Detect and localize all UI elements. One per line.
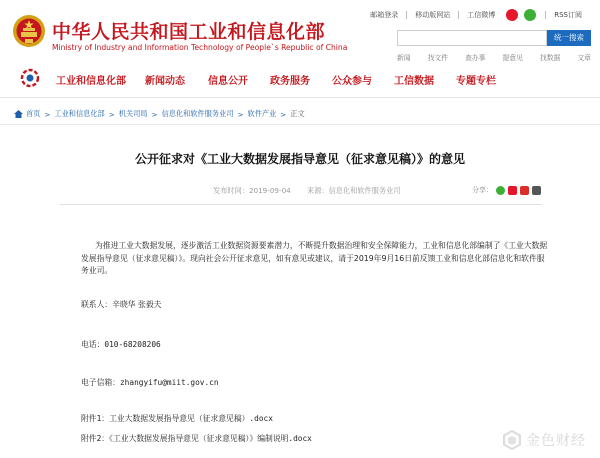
breadcrumb-current: 正文: [290, 109, 305, 118]
site-title: 中华人民共和国工业和信息化部: [52, 21, 326, 43]
publish-date: 发布时间：2019-09-04: [213, 186, 291, 195]
article-title: 公开征求对《工业大数据发展指导意见（征求意见稿）》的意见: [134, 152, 465, 166]
search-input[interactable]: [397, 30, 547, 46]
breadcrumb-bureaus[interactable]: 机关司局: [118, 109, 148, 118]
share-bar: [472, 185, 541, 195]
mail-login-link[interactable]: 邮箱登录: [370, 11, 399, 19]
site-header: [0, 0, 600, 62]
national-emblem-icon: [12, 14, 46, 48]
mobile-site-link[interactable]: 移动版网站: [415, 11, 451, 19]
article-meta: [213, 186, 400, 196]
nav-item-info-public[interactable]: 信息公开: [208, 76, 248, 87]
contact-person: 联系人：辛晓华 张毅夫: [81, 300, 162, 309]
divider: [60, 204, 542, 205]
nav-item-data[interactable]: 工信数据: [394, 76, 434, 87]
weibo-icon[interactable]: [506, 9, 518, 21]
home-icon: [14, 110, 23, 118]
watermark: [502, 430, 586, 450]
wechat-icon[interactable]: [524, 9, 536, 21]
rss-link[interactable]: RSS订阅: [554, 11, 582, 19]
article-body: [81, 240, 551, 278]
nav-item-news[interactable]: 新闻动态: [145, 76, 185, 87]
share-weibo-icon[interactable]: [508, 186, 517, 195]
attachment-1-link[interactable]: 附件1：工业大数据发展指导意见（征求意见稿）.docx: [81, 414, 273, 423]
quick-link-news[interactable]: 新闻: [397, 54, 411, 62]
article-paragraph: 为推进工业大数据发展，逐步激活工业数据资源要素潜力，不断提升数据治理和安全保障能力，工业和信息化部编制了《工业大数据发展指导意见（征求意见稿）》。现向社会公开征求意见，如有意见或建议，请于2019年9月16日前反馈工业和信息化部信息化和软件服务业司。: [81, 241, 548, 275]
site-subtitle: Ministry of Industry and Information Technology of People`s Republic of China: [52, 43, 348, 52]
watermark-logo-icon: [502, 430, 522, 450]
quick-links: [397, 52, 591, 62]
quick-link-services[interactable]: 查办事: [465, 54, 486, 62]
nav-item-gov-services[interactable]: 政务服务: [270, 76, 310, 87]
nav-item-miit[interactable]: 工业和信息化部: [56, 76, 126, 87]
breadcrumb-software[interactable]: 软件产业: [247, 109, 277, 118]
weibo-link[interactable]: 工信微博: [467, 11, 496, 19]
share-wechat-icon[interactable]: [496, 186, 505, 195]
divider: [0, 124, 600, 125]
breadcrumb: 首页 > 工业和信息化部 > 机关司局 > 信息化和软件服务业司 > 软件产业 > 正文: [14, 109, 305, 119]
breadcrumb-miit[interactable]: 工业和信息化部: [54, 109, 105, 118]
breadcrumb-home[interactable]: 首页: [26, 109, 41, 118]
nav-item-participation[interactable]: 公众参与: [332, 76, 372, 87]
article-source: 来源：信息化和软件服务业司: [307, 186, 401, 195]
search-button[interactable]: 统一搜索: [547, 30, 591, 46]
attachment-2-link[interactable]: 附件2：《工业大数据发展指导意见（征求意见稿）》编制说明.docx: [81, 434, 312, 443]
quick-link-feedback[interactable]: 提意见: [502, 54, 523, 62]
quick-link-files[interactable]: 找文件: [427, 54, 449, 62]
quick-link-articles[interactable]: 文章: [577, 54, 591, 62]
share-pdf-icon[interactable]: [520, 186, 529, 195]
top-links: [362, 9, 590, 21]
divider: [0, 97, 600, 98]
breadcrumb-department[interactable]: 信息化和软件服务业司: [161, 109, 234, 118]
quick-link-data[interactable]: 找数据: [539, 54, 561, 62]
print-icon[interactable]: [532, 186, 541, 195]
contact-phone: 电话：010-68208206: [81, 340, 161, 349]
main-nav: [0, 66, 600, 92]
watermark-text: 金色财经: [526, 433, 586, 449]
share-label: 分享：: [472, 186, 493, 194]
nav-item-topics[interactable]: 专题专栏: [456, 76, 496, 87]
contact-email[interactable]: 电子信箱：zhangyifu@miit.gov.cn: [81, 378, 219, 387]
